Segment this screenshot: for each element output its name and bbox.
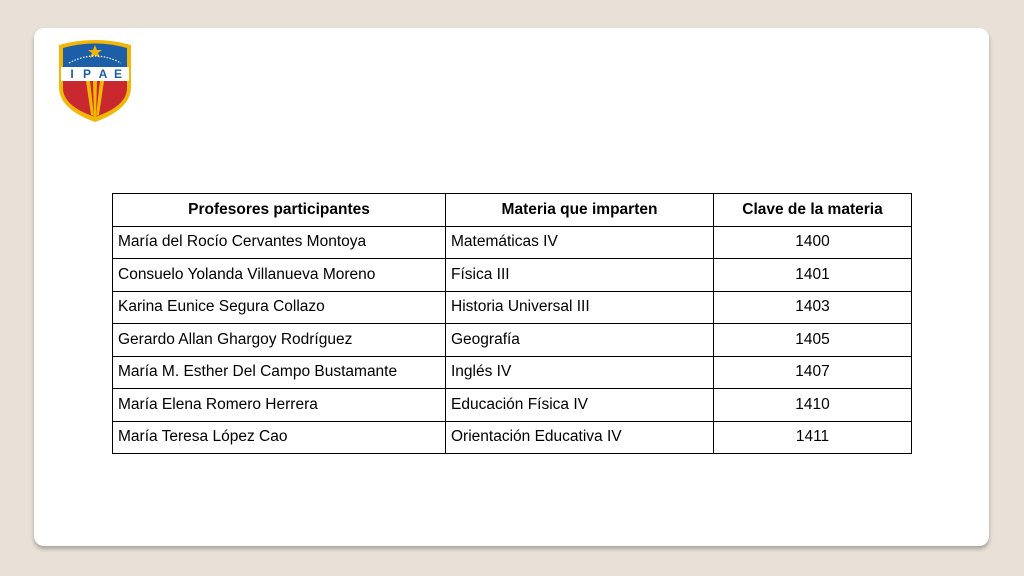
table-row (113, 226, 912, 259)
teacher-name: María Elena Romero Herrera (113, 389, 446, 422)
header-subject-code: Clave de la materia (714, 194, 912, 227)
header-teachers: Profesores participantes (113, 194, 446, 227)
subject-name: Orientación Educativa IV (446, 421, 714, 454)
subject-name: Inglés IV (446, 356, 714, 389)
logo-letter-4: E (113, 67, 123, 81)
slide (34, 28, 989, 546)
teacher-name: María M. Esther Del Campo Bustamante (113, 356, 446, 389)
table-row (113, 259, 912, 292)
subject-name: Historia Universal III (446, 291, 714, 324)
teacher-name: Consuelo Yolanda Villanueva Moreno (113, 259, 446, 292)
ipae-logo (55, 37, 135, 123)
logo-letter-2: P (82, 67, 92, 81)
table-row (113, 389, 912, 422)
teachers-table-container (112, 193, 912, 454)
subject-code: 1403 (714, 291, 912, 324)
logo-letter-3: A (98, 67, 108, 81)
subject-name: Geografía (446, 324, 714, 357)
subject-name: Física III (446, 259, 714, 292)
subject-code: 1400 (714, 226, 912, 259)
teacher-name: María Teresa López Cao (113, 421, 446, 454)
subject-code: 1410 (714, 389, 912, 422)
teacher-name: Gerardo Allan Ghargoy Rodríguez (113, 324, 446, 357)
table-row (113, 291, 912, 324)
subject-code: 1405 (714, 324, 912, 357)
subject-name: Educación Física IV (446, 389, 714, 422)
table-row (113, 324, 912, 357)
header-subject: Materia que imparten (446, 194, 714, 227)
table-row (113, 356, 912, 389)
subject-code: 1407 (714, 356, 912, 389)
teacher-name: Karina Eunice Segura Collazo (113, 291, 446, 324)
subject-code: 1401 (714, 259, 912, 292)
subject-name: Matemáticas IV (446, 226, 714, 259)
logo-letter-1: I (70, 67, 74, 81)
table-header-row (113, 194, 912, 227)
teachers-table (112, 193, 912, 454)
subject-code: 1411 (714, 421, 912, 454)
table-row (113, 421, 912, 454)
teacher-name: María del Rocío Cervantes Montoya (113, 226, 446, 259)
